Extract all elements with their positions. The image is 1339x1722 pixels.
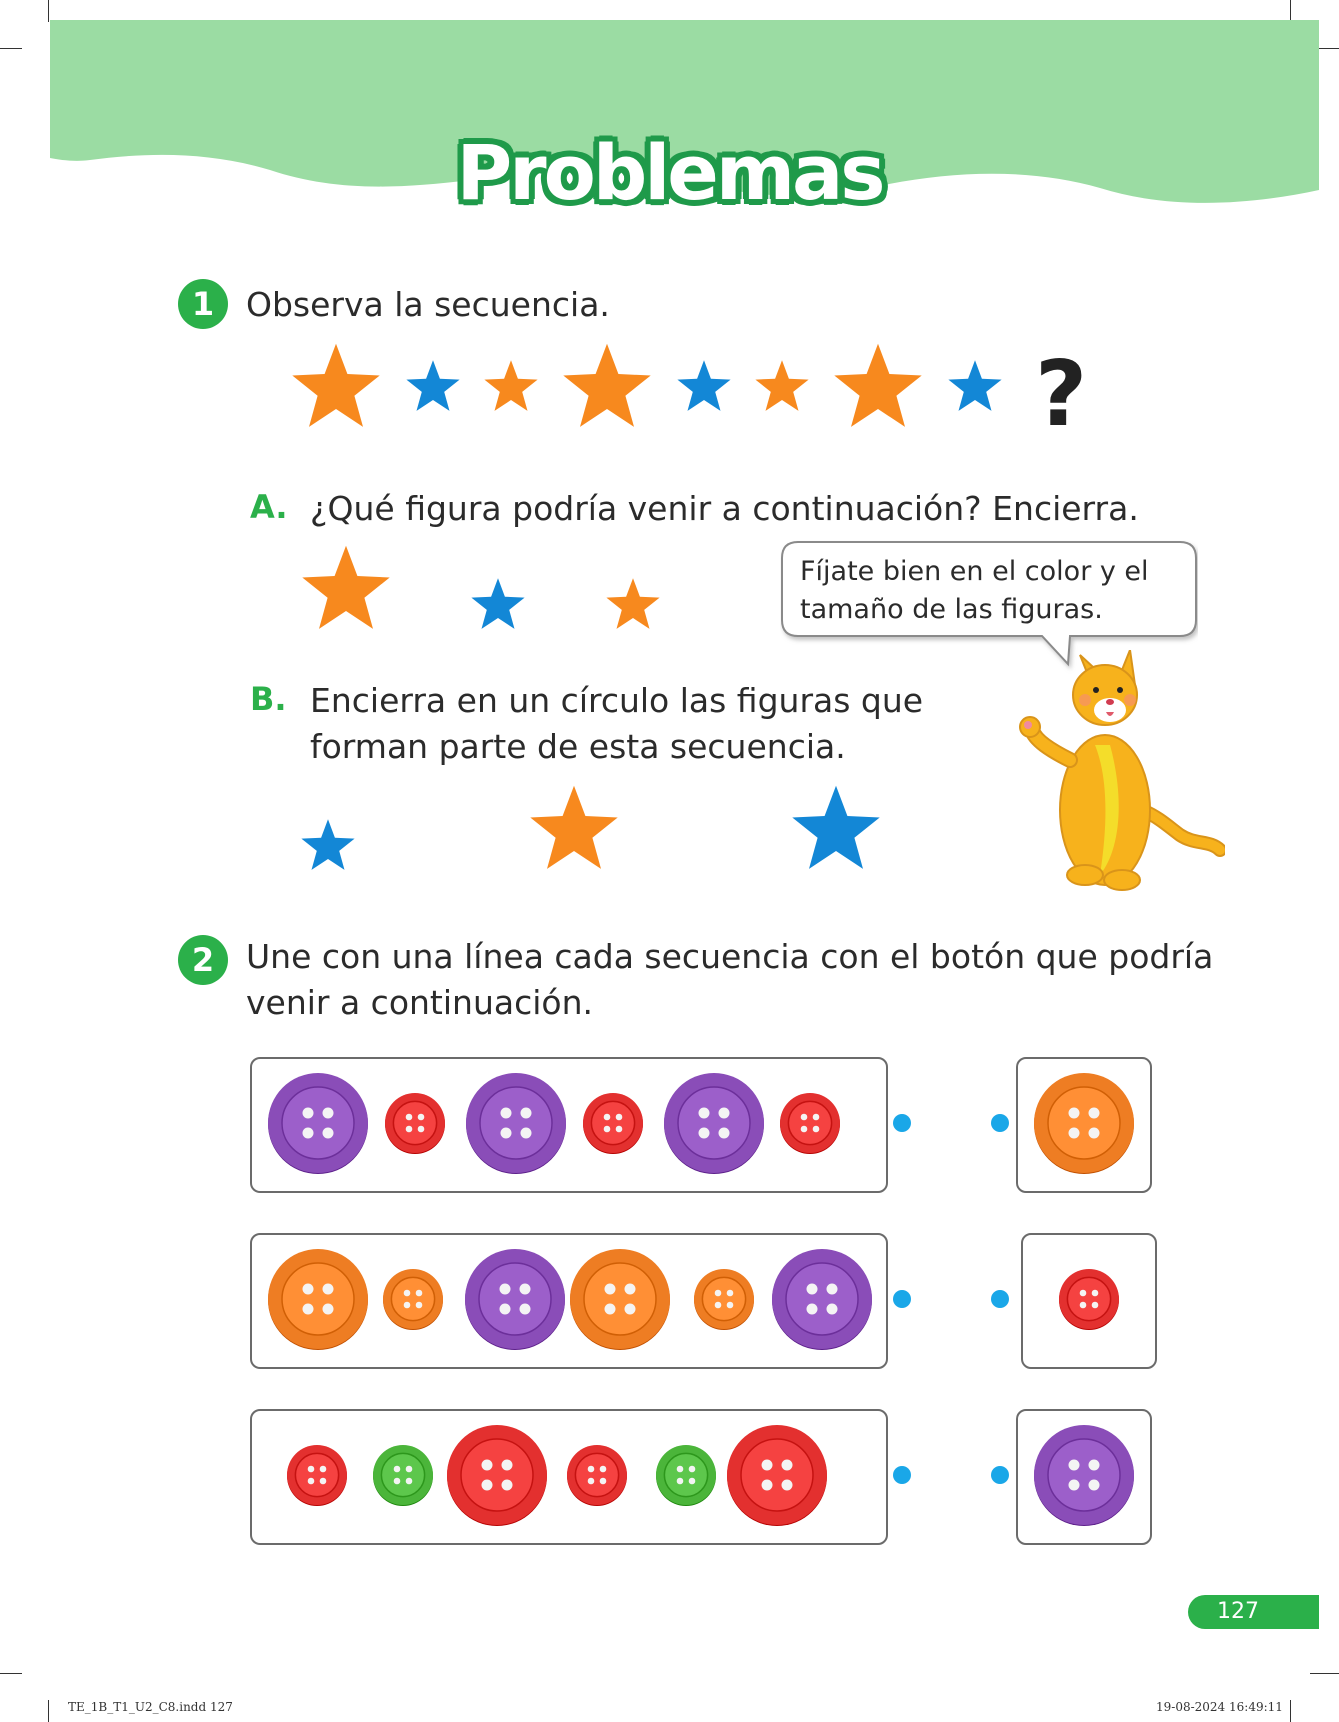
crop-mark [1310, 1673, 1339, 1674]
problem-2-instruction [246, 934, 1213, 1026]
small-orange-star-icon[interactable] [605, 576, 661, 632]
crop-mark [0, 48, 22, 49]
big-purple-button-icon [1032, 1423, 1136, 1527]
small-blue-star-icon[interactable] [470, 576, 526, 632]
speech-text [800, 553, 1180, 629]
speech-line-2: tamaño de las figuras. [800, 594, 1103, 625]
small-red-button-icon [285, 1443, 349, 1507]
part-a-text: ¿Qué figura podría venir a continuación? Encierra. [310, 489, 1139, 528]
small-blue-star-icon[interactable] [300, 817, 356, 873]
problem-2-line-1: Une con una línea cada secuencia con el botón que podría [246, 937, 1214, 976]
small-red-button-icon [581, 1091, 645, 1155]
big-purple-button-icon [464, 1071, 568, 1175]
footer-date: 19-08-2024 16:49:11 [1156, 1700, 1283, 1714]
big-purple-button-icon [662, 1071, 766, 1175]
big-purple-button-icon [463, 1247, 567, 1351]
small-red-button-icon [383, 1091, 447, 1155]
crop-mark [48, 1700, 49, 1722]
big-orange-button-icon [568, 1247, 672, 1351]
page-title: Problemas [456, 128, 883, 217]
answer-dot-2[interactable] [991, 1290, 1009, 1308]
small-blue-star-icon [405, 358, 461, 414]
small-red-button-icon [565, 1443, 629, 1507]
crop-mark [0, 1673, 22, 1674]
big-orange-star-icon [832, 340, 924, 432]
big-blue-star-icon[interactable] [790, 782, 882, 874]
problem-1-badge: 1 [178, 279, 228, 329]
part-b-line-2: forman parte de esta secuencia. [310, 727, 846, 766]
small-orange-button-icon [692, 1267, 756, 1331]
crop-mark [48, 0, 49, 22]
problem-1-instruction: Observa la secuencia. [246, 285, 610, 324]
page-number: 127 [1217, 1599, 1259, 1624]
big-purple-button-icon [266, 1071, 370, 1175]
answer-dot-3[interactable] [991, 1466, 1009, 1484]
answer-dot-1[interactable] [991, 1114, 1009, 1132]
part-b-line-1: Encierra en un círculo las figuras que [310, 681, 924, 720]
small-red-button-icon [778, 1091, 842, 1155]
big-orange-button-icon [1032, 1071, 1136, 1175]
part-a-letter: A. [250, 488, 288, 526]
part-b-text [310, 678, 923, 770]
cat-character-illustration [1010, 650, 1225, 895]
big-orange-button-icon [266, 1247, 370, 1351]
big-orange-star-icon [561, 340, 653, 432]
problem-2-line-2: venir a continuación. [246, 983, 593, 1022]
problem-2-badge: 2 [178, 935, 228, 985]
big-orange-star-icon[interactable] [300, 542, 392, 634]
big-purple-button-icon [770, 1247, 874, 1351]
speech-line-1: Fíjate bien en el color y el [800, 556, 1149, 587]
small-blue-star-icon [676, 358, 732, 414]
small-green-button-icon [654, 1443, 718, 1507]
sequence-dot-2[interactable] [893, 1290, 911, 1308]
crop-mark [1290, 1700, 1291, 1722]
small-blue-star-icon [947, 358, 1003, 414]
sequence-dot-1[interactable] [893, 1114, 911, 1132]
big-red-button-icon [445, 1423, 549, 1527]
small-orange-button-icon [381, 1267, 445, 1331]
crop-mark [1290, 0, 1291, 22]
question-mark: ? [1035, 342, 1088, 447]
small-orange-star-icon [754, 358, 810, 414]
sequence-dot-3[interactable] [893, 1466, 911, 1484]
small-red-button-icon [1057, 1267, 1121, 1331]
small-orange-star-icon [483, 358, 539, 414]
footer-file: TE_1B_T1_U2_C8.indd 127 [68, 1700, 233, 1714]
small-green-button-icon [371, 1443, 435, 1507]
big-orange-star-icon [290, 340, 382, 432]
big-red-button-icon [725, 1423, 829, 1527]
big-orange-star-icon[interactable] [528, 782, 620, 874]
part-b-letter: B. [250, 680, 287, 718]
